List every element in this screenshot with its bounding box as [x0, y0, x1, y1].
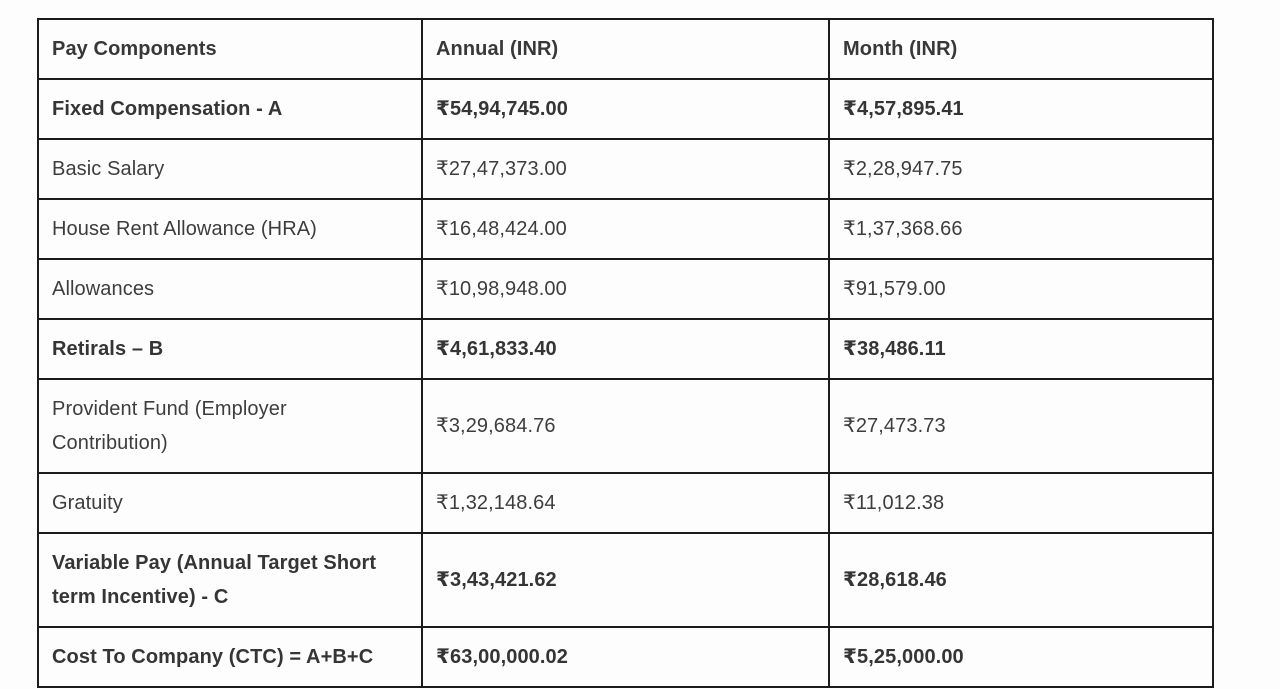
- table-row-variable-pay: [38, 533, 1213, 627]
- cell-annual: ₹63,00,000.02: [422, 627, 829, 687]
- cell-month: ₹5,25,000.00: [829, 627, 1213, 687]
- cell-component: Retirals – B: [38, 319, 422, 379]
- cell-annual: ₹3,29,684.76: [422, 379, 829, 473]
- cell-month: ₹38,486.11: [829, 319, 1213, 379]
- table-row-basic-salary: [38, 139, 1213, 199]
- table-row-ctc-total: [38, 627, 1213, 687]
- table-row-fixed-compensation: [38, 79, 1213, 139]
- table-header: [38, 19, 1213, 79]
- cell-month: ₹11,012.38: [829, 473, 1213, 533]
- table-body: [38, 79, 1213, 687]
- cell-component: Cost To Company (CTC) = A+B+C: [38, 627, 422, 687]
- cell-annual: ₹3,43,421.62: [422, 533, 829, 627]
- cell-annual: ₹16,48,424.00: [422, 199, 829, 259]
- cell-component: Provident Fund (Employer Contribution): [38, 379, 422, 473]
- header-row: [38, 19, 1213, 79]
- cell-month: ₹4,57,895.41: [829, 79, 1213, 139]
- table-row-gratuity: [38, 473, 1213, 533]
- pay-components-table: [37, 18, 1214, 688]
- cell-annual: ₹4,61,833.40: [422, 319, 829, 379]
- cell-component: Allowances: [38, 259, 422, 319]
- table-row-provident-fund: [38, 379, 1213, 473]
- table-row-hra: [38, 199, 1213, 259]
- column-header-pay-components: Pay Components: [38, 19, 422, 79]
- table-row-retirals: [38, 319, 1213, 379]
- table-row-allowances: [38, 259, 1213, 319]
- cell-component: House Rent Allowance (HRA): [38, 199, 422, 259]
- cell-component: Basic Salary: [38, 139, 422, 199]
- cell-annual: ₹54,94,745.00: [422, 79, 829, 139]
- cell-month: ₹28,618.46: [829, 533, 1213, 627]
- cell-annual: ₹10,98,948.00: [422, 259, 829, 319]
- cell-annual: ₹27,47,373.00: [422, 139, 829, 199]
- cell-month: ₹91,579.00: [829, 259, 1213, 319]
- cell-annual: ₹1,32,148.64: [422, 473, 829, 533]
- cell-month: ₹2,28,947.75: [829, 139, 1213, 199]
- cell-month: ₹27,473.73: [829, 379, 1213, 473]
- column-header-month-inr: Month (INR): [829, 19, 1213, 79]
- cell-component: Fixed Compensation - A: [38, 79, 422, 139]
- cell-component: Variable Pay (Annual Target Short term Incentive) - C: [38, 533, 422, 627]
- cell-month: ₹1,37,368.66: [829, 199, 1213, 259]
- cell-component: Gratuity: [38, 473, 422, 533]
- column-header-annual-inr: Annual (INR): [422, 19, 829, 79]
